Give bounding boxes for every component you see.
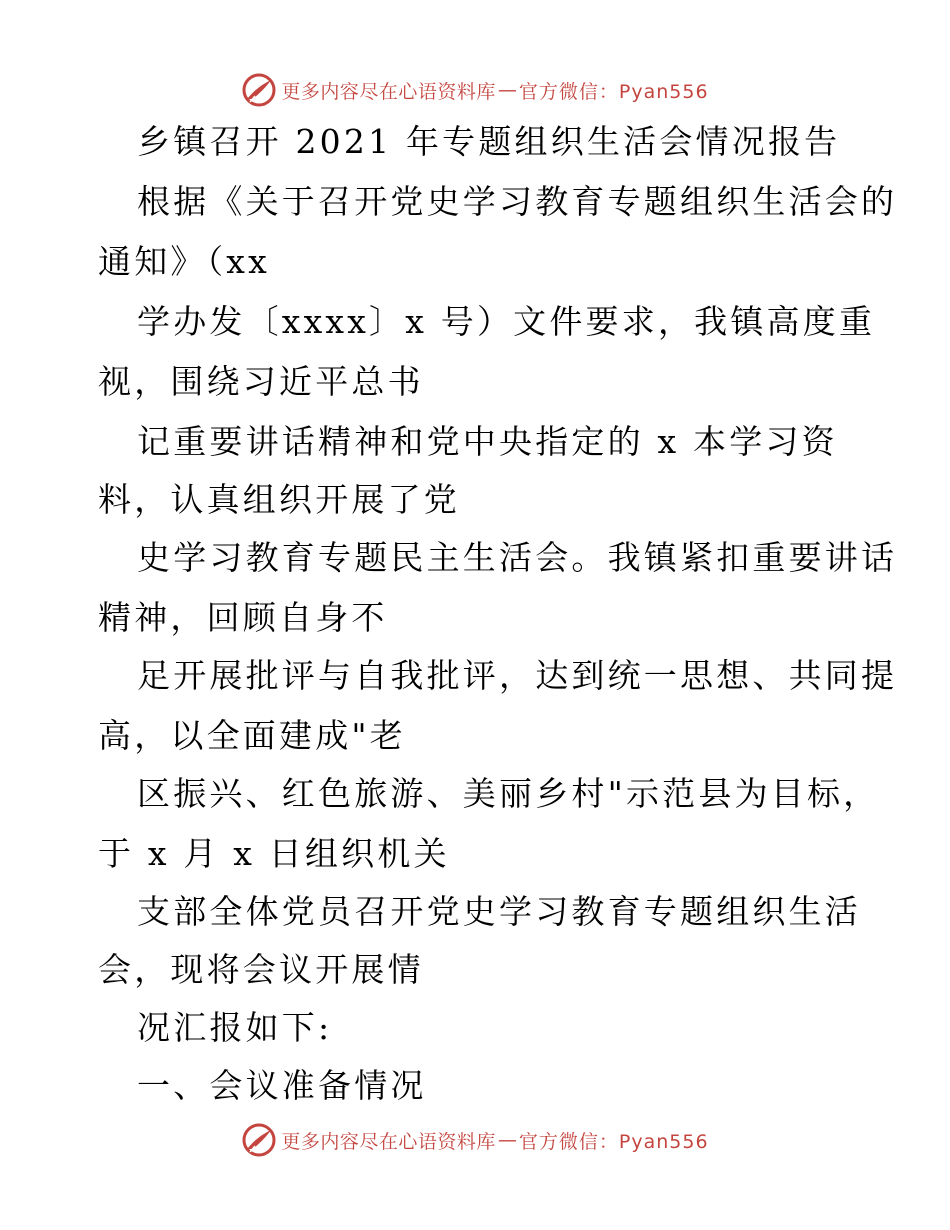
paragraph-line: 视，围绕习近平总书: [98, 362, 424, 401]
paragraph-line: 记重要讲话精神和党中央指定的 x 本学习资: [137, 422, 838, 461]
watermark-dash: —: [497, 1129, 517, 1151]
doc-title: 乡镇召开 2021 年专题组织生活会情况报告: [137, 122, 841, 161]
footer-watermark: [0, 1120, 950, 1160]
watermark-title: 更多内容尽在心语资料库: [281, 80, 496, 103]
paragraph-line: 通知》（xx: [98, 242, 270, 281]
watermark-wechat: 官方微信：Pyan556: [518, 80, 709, 103]
paragraph-line: 高，以全面建成"老: [98, 716, 406, 755]
section-heading: 一、会议准备情况: [137, 1066, 427, 1105]
paragraph-line: 根据《关于召开党史学习教育专题组织生活会的: [137, 182, 898, 221]
paragraph-line: 料，认真组织开展了党: [98, 480, 460, 519]
paragraph-line: 况汇报如下:: [137, 1008, 333, 1047]
pen-logo-icon: [241, 72, 277, 108]
pen-logo-icon: [241, 1122, 277, 1158]
paragraph-line: 史学习教育专题民主生活会。我镇紧扣重要讲话: [137, 538, 898, 577]
paragraph-line: 学办发〔xxxx〕x 号）文件要求，我镇高度重: [137, 302, 876, 341]
paragraph-line: 区振兴、红色旅游、美丽乡村"示范县为目标，: [137, 774, 880, 813]
paragraph-line: 足开展批评与自我批评，达到统一思想、共同提: [137, 656, 898, 695]
paragraph-line: 支部全体党员召开党史学习教育专题组织生活: [137, 892, 861, 931]
paragraph-line: 会，现将会议开展情: [98, 950, 424, 989]
watermark-dash: —: [497, 79, 517, 101]
header-watermark: [0, 70, 950, 110]
watermark-wechat: 官方微信：Pyan556: [518, 1130, 709, 1153]
paragraph-line: 精神，回顾自身不: [98, 598, 388, 637]
watermark-title: 更多内容尽在心语资料库: [281, 1130, 496, 1153]
paragraph-line: 于 x 月 x 日组织机关: [98, 834, 450, 873]
